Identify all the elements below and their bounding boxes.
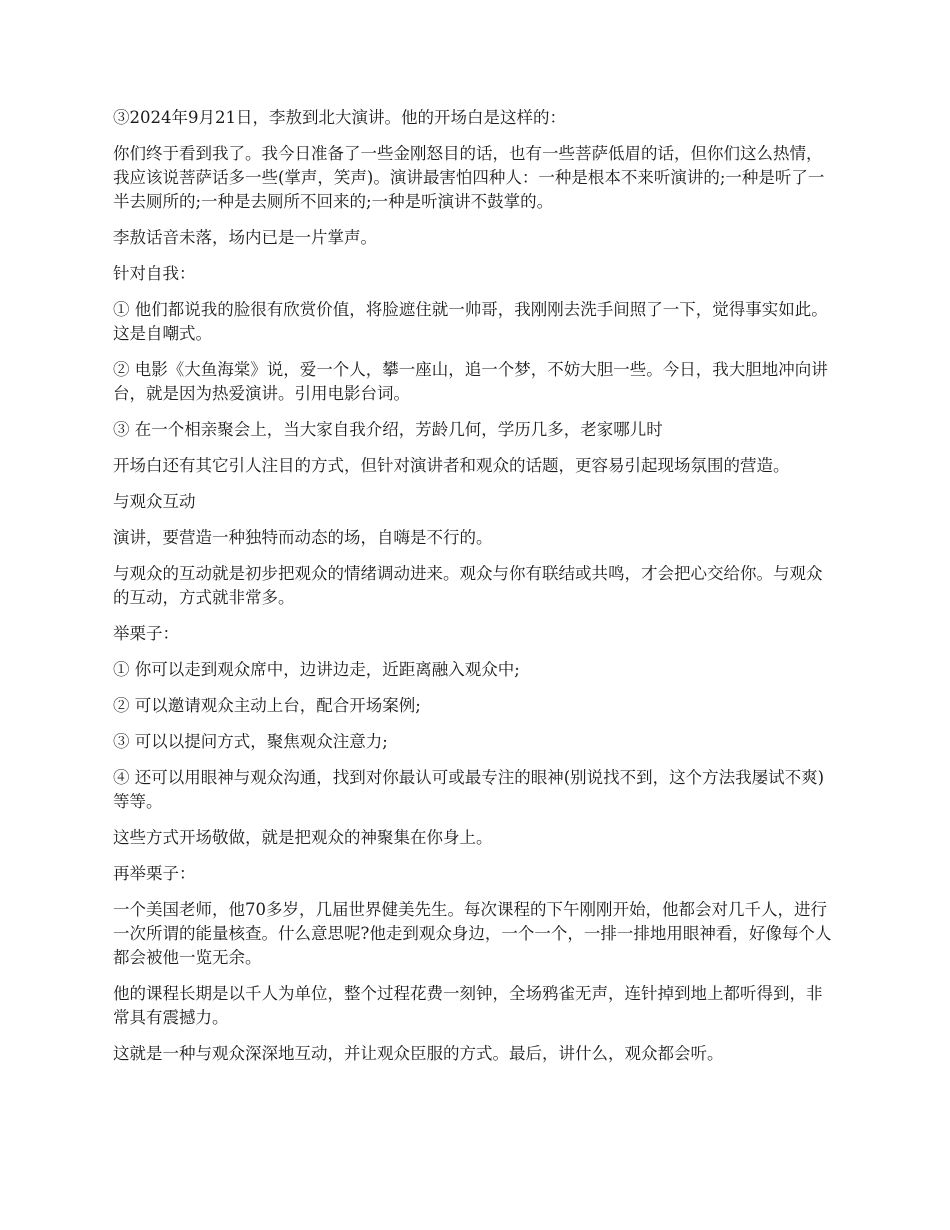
paragraph-interaction-intro: 与观众的互动就是初步把观众的情绪调动进来。观众与你有联结或共鸣，才会把心交给你。与观众的互动，方式就非常多。 <box>113 564 823 607</box>
list-item-self-mockery: ① 他们都说我的脸很有欣赏价值，将脸遮住就一帅哥，我刚刚去洗手间照了一下，觉得事实如此。这是自嘲式。 <box>113 300 828 343</box>
section-heading-example: 举栗子： <box>113 624 179 643</box>
paragraph-conclusion: 这就是一种与观众深深地互动，并让观众臣服的方式。最后，讲什么，观众都会听。 <box>113 1044 724 1063</box>
paragraph-course-impact: 他的课程长期是以千人为单位，整个过程花费一刻钟，全场鸦雀无声，连针掉到地上都听得到，非常具有震撼力。 <box>113 984 823 1027</box>
list-item-walk-into-audience: ① 你可以走到观众席中，边讲边走，近距离融入观众中; <box>113 660 520 679</box>
section-heading-self: 针对自我： <box>113 264 196 283</box>
paragraph-applause: 李敖话音未落，场内已是一片掌声。 <box>113 228 377 247</box>
paragraph-other-methods: 开场白还有其它引人注目的方式，但针对演讲者和观众的话题，更容易引起现场氛围的营造。 <box>113 456 790 475</box>
list-item-invite-on-stage: ② 可以邀请观众主动上台，配合开场案例; <box>113 696 421 715</box>
paragraph-dynamic-field: 演讲，要营造一种独特而动态的场，自嗨是不行的。 <box>113 528 493 547</box>
list-item-blind-date: ③ 在一个相亲聚会上，当大家自我介绍，芳龄几何，学历几多，老家哪儿时 <box>113 420 663 439</box>
paragraph-li-ao-speech-date: ③2024年9月21日，李敖到北大演讲。他的开场白是这样的： <box>113 108 566 127</box>
list-item-eye-contact: ④ 还可以用眼神与观众沟通，找到对你最认可或最专注的眼神(别说找不到，这个方法我屡试不爽)等等。 <box>113 768 825 811</box>
list-item-ask-questions: ③ 可以以提问方式，聚焦观众注意力; <box>113 732 388 751</box>
paragraph-gather-attention: 这些方式开场敬做，就是把观众的神聚集在你身上。 <box>113 828 493 847</box>
paragraph-li-ao-opening-speech: 你们终于看到我了。我今日准备了一些金刚怒目的话，也有一些菩萨低眉的话，但你们这么热情，我应该说菩萨话多一些(掌声，笑声)。演讲最害怕四种人：一种是根本不来听演讲的;一种是听了一半去厕所的;一种是去厕所不回来的;一种是听演讲不鼓掌的。 <box>113 144 825 211</box>
section-heading-audience-interaction: 与观众互动 <box>113 492 196 511</box>
section-heading-another-example: 再举栗子： <box>113 864 196 883</box>
paragraph-american-teacher: 一个美国老师，他70多岁，几届世界健美先生。每次课程的下午刚刚开始，他都会对几千人，进行一次所谓的能量核查。什么意思呢?他走到观众身边，一个一个，一排一排地用眼神看，好像每个人都会被他一览无余。 <box>113 900 832 967</box>
document-body <box>113 106 838 1078</box>
list-item-movie-quote: ② 电影《大鱼海棠》说，爱一个人，攀一座山，追一个梦，不妨大胆一些。今日，我大胆地冲向讲台，就是因为热爱演讲。引用电影台词。 <box>113 360 828 403</box>
